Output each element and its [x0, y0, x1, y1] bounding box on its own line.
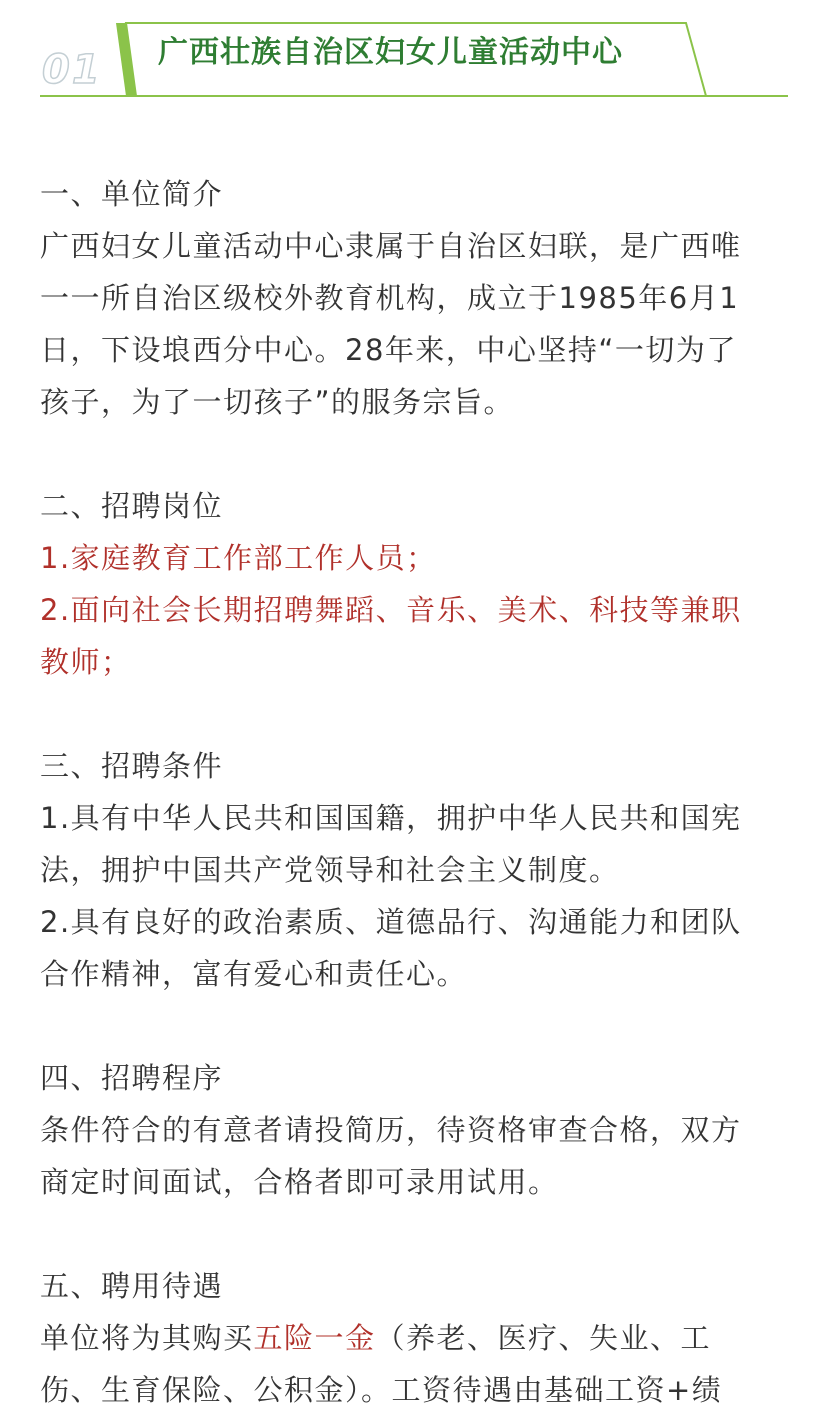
section-heading-positions: 二、招聘岗位 — [40, 489, 224, 523]
intro-line: 孩子，为了一切孩子”的服务宗旨。 — [40, 385, 515, 419]
position-line: 2.面向社会长期招聘舞蹈、音乐、美术、科技等兼职 — [40, 593, 742, 627]
paragraph-gap — [40, 1208, 790, 1260]
section-heading-benefits: 五、聘用待遇 — [40, 1269, 224, 1303]
paragraph-gap — [40, 428, 790, 480]
intro-line: 广西妇女儿童活动中心隶属于自治区妇联，是广西唯 — [40, 229, 742, 263]
benefits-line — [40, 1312, 790, 1364]
position-line: 1.家庭教育工作部工作人员； — [40, 541, 437, 575]
position-line: 教师； — [40, 645, 132, 679]
section-number: 01 — [42, 47, 102, 93]
process-line: 商定时间面试，合格者即可录用试用。 — [40, 1165, 559, 1199]
condition-line: 2.具有良好的政治素质、道德品行、沟通能力和团队 — [40, 905, 742, 939]
paragraph-gap — [40, 688, 790, 740]
section-heading-conditions: 三、招聘条件 — [40, 749, 224, 783]
paragraph-gap — [40, 1000, 790, 1052]
condition-line: 合作精神，富有爱心和责任心。 — [40, 957, 468, 991]
section-header — [40, 20, 788, 98]
benefits-text: 单位将为其购买 — [40, 1321, 254, 1355]
intro-line: 一一所自治区级校外教育机构，成立于1985年6月1 — [40, 281, 740, 315]
process-line: 条件符合的有意者请投简历，待资格审查合格，双方 — [40, 1113, 742, 1147]
article-body — [40, 168, 790, 1416]
condition-line: 法，拥护中国共产党领导和社会主义制度。 — [40, 853, 620, 887]
section-heading-intro: 一、单位简介 — [40, 177, 224, 211]
condition-line: 1.具有中华人民共和国国籍，拥护中华人民共和国宪 — [40, 801, 742, 835]
benefits-highlight: 五险一金 — [253, 1321, 376, 1355]
benefits-line: 伤、生育保险、公积金）。工资待遇由基础工资+绩 — [40, 1373, 723, 1407]
header-accent-bar — [116, 23, 136, 96]
page-title: 广西壮族自治区妇女儿童活动中心 — [158, 35, 623, 70]
section-heading-process: 四、招聘程序 — [40, 1061, 224, 1095]
intro-line: 日，下设埌西分中心。28年来，中心坚持“一切为了 — [40, 333, 737, 367]
benefits-text: （养老、医疗、失业、工 — [375, 1321, 712, 1355]
